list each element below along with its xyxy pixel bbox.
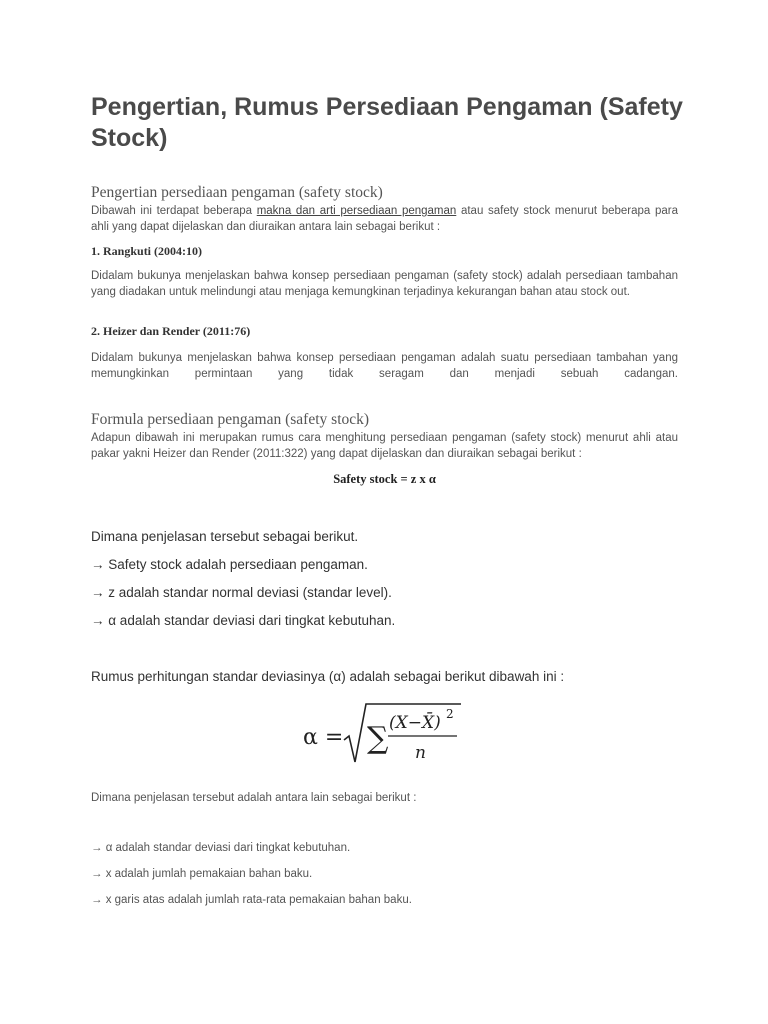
formula-lhs: α =	[303, 725, 344, 750]
safety-stock-formula: Safety stock = z x α	[333, 472, 436, 486]
formula-numerator: (X−X̄)	[389, 713, 441, 733]
item-heading-rangkuti: 1. Rangkuti (2004:10)	[91, 244, 203, 258]
sigma-symbol: ∑	[367, 721, 389, 756]
final-explanation-heading: Dimana penjelasan tersebut adalah antara lain sebagai berikut :	[91, 792, 417, 804]
item-text-heizer-render: Didalam bukunya menjelaskan bahwa konsep persediaan pengaman adalah suatu persediaan tambahan yang memungkinkan permintaan yang tidak seragam dan menjadi sebuah cadangan.	[91, 352, 678, 380]
explanation-item: → z adalah standar normal deviasi (standar level).	[91, 585, 392, 600]
section-heading-formula: Formula persediaan pengaman (safety stock)	[91, 411, 370, 428]
formula-exponent: 2	[446, 707, 454, 721]
stddev-intro: Rumus perhitungan standar deviasinya (α) adalah sebagai berikut dibawah ini :	[91, 669, 565, 684]
final-explanation-item: → x garis atas adalah jumlah rata-rata pemakaian bahan baku.	[91, 894, 412, 906]
page-title: Pengertian, Rumus Persediaan Pengaman (Safety Stock)	[91, 93, 683, 152]
explanation-item: → α adalah standar deviasi dari tingkat kebutuhan.	[91, 613, 396, 628]
item-text-rangkuti: Didalam bukunya menjelaskan bahwa konsep persediaan pengaman (safety stock) adalah persediaan tambahan yang diadakan untuk melindungi atau menjaga kemungkinan terjadinya kekurangan bahan atau stock out.	[91, 270, 678, 298]
stddev-formula-image	[295, 700, 470, 768]
item-heading-heizer-render: 2. Heizer dan Render (2011:76)	[91, 324, 251, 338]
section-heading-definition: Pengertian persediaan pengaman (safety stock)	[91, 184, 383, 201]
final-explanation-item: → α adalah standar deviasi dari tingkat kebutuhan.	[91, 842, 351, 854]
formula-intro-paragraph: Adapun dibawah ini merupakan rumus cara menghitung persediaan pengaman (safety stock) menurut ahli atau pakar yakni Heizer dan Render (2011:322) yang dapat dijelaskan dan diuraikan sebagai berikut :	[91, 432, 678, 460]
explanation-heading: Dimana penjelasan tersebut sebagai berikut.	[91, 529, 359, 544]
definition-link[interactable]: makna dan arti persediaan pengaman	[256, 205, 457, 217]
definition-intro-paragraph	[91, 203, 678, 235]
explanation-item: → Safety stock adalah persediaan pengaman.	[91, 557, 368, 572]
final-explanation-item: → x adalah jumlah pemakaian bahan baku.	[91, 868, 313, 880]
formula-denominator: n	[415, 743, 426, 763]
intro-text-after: atau safety stock menurut beberapa para ahli yang dapat dijelaskan dan diuraikan antara lain sebagai berikut :	[91, 205, 678, 233]
intro-text-before: Dibawah ini terdapat beberapa	[91, 205, 257, 217]
